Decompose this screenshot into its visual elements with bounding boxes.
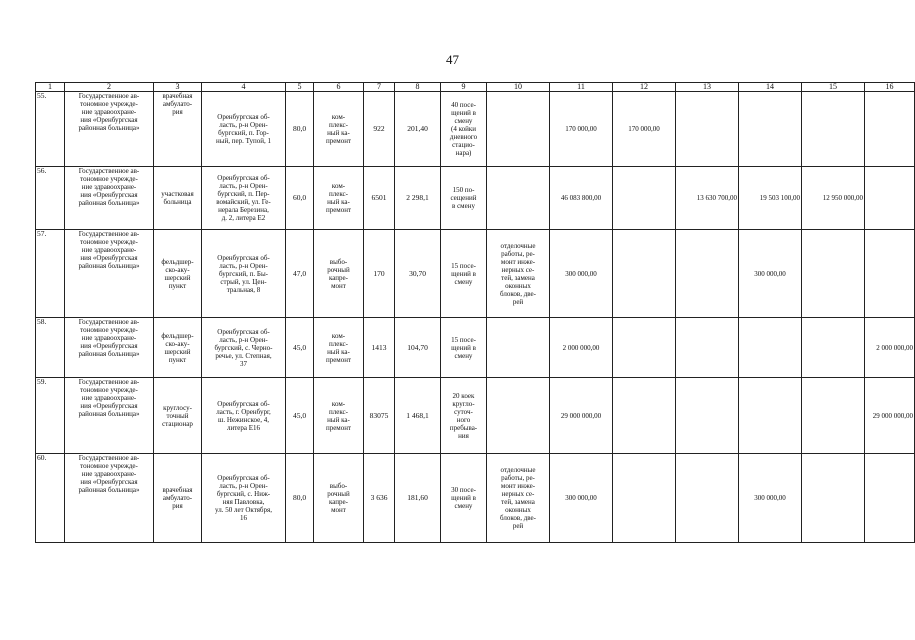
col8-cell: 104,70: [395, 318, 441, 378]
column-number: 8: [395, 83, 441, 92]
row-number: 57.: [36, 230, 65, 318]
repair-type-cell: ком- плекс- ный ка- премонт: [314, 318, 364, 378]
wear-cell: 45,0: [286, 318, 314, 378]
amount-col16-cell: [865, 230, 915, 318]
amount-col12-cell: [613, 167, 676, 230]
col8-cell: 201,40: [395, 92, 441, 167]
column-number: 6: [314, 83, 364, 92]
column-number: 5: [286, 83, 314, 92]
wear-cell: 60,0: [286, 167, 314, 230]
wear-cell: 80,0: [286, 454, 314, 543]
repair-type-cell: выбо- рочный капре- монт: [314, 230, 364, 318]
address-cell: Оренбургская об- ласть, р-н Орен- бургский, п. Гор- ный, пер. Тупой, 1: [202, 92, 286, 167]
wear-cell: 45,0: [286, 378, 314, 454]
table-row: [36, 378, 915, 454]
amount-col15-cell: [802, 92, 865, 167]
amount-col15-cell: [802, 230, 865, 318]
capacity-cell: 150 по- сещений в смену: [441, 167, 487, 230]
address-cell: Оренбургская об- ласть, р-н Орен- бургский, с. Черно- речье, ул. Степная, 37: [202, 318, 286, 378]
organization-cell: Государственное ав- тономное учрежде- ние здравоохране- ния «Оренбургская районная больница»: [65, 167, 154, 230]
facility-type-cell: врачебная амбулато- рия: [154, 92, 202, 167]
col7-cell: 170: [364, 230, 395, 318]
column-number: 12: [613, 83, 676, 92]
amount-col16-cell: [865, 454, 915, 543]
column-number: 4: [202, 83, 286, 92]
repair-type-cell: ком- плекс- ный ка- премонт: [314, 92, 364, 167]
address-cell: Оренбургская об- ласть, р-н Орен- бургский, с. Ниж- няя Павловка, ул. 50 лет Октября, 16: [202, 454, 286, 543]
col7-cell: 3 636: [364, 454, 395, 543]
amount-col16-cell: 29 000 000,00: [865, 378, 915, 454]
table-row: [36, 230, 915, 318]
row-number: 55.: [36, 92, 65, 167]
amount-col12-cell: [613, 378, 676, 454]
column-number: 7: [364, 83, 395, 92]
organization-cell: Государственное ав- тономное учрежде- ние здравоохране- ния «Оренбургская районная больница»: [65, 454, 154, 543]
address-cell: Оренбургская об- ласть, р-н Орен- бургский, п. Бы- стрый, ул. Цен- тральная, 8: [202, 230, 286, 318]
repair-type-cell: ком- плекс- ный ка- премонт: [314, 378, 364, 454]
amount-total-cell: 46 083 800,00: [550, 167, 613, 230]
amount-col14-cell: [739, 318, 802, 378]
table-row: [36, 92, 915, 167]
amount-total-cell: 300 000,00: [550, 230, 613, 318]
row-number: 59.: [36, 378, 65, 454]
amount-total-cell: 2 000 000,00: [550, 318, 613, 378]
facility-type-cell: врачебная амбулато- рия: [154, 454, 202, 543]
table-row: [36, 454, 915, 543]
facility-type-cell: круглосу- точный стационар: [154, 378, 202, 454]
capacity-cell: 15 посе- щений в смену: [441, 230, 487, 318]
amount-total-cell: 170 000,00: [550, 92, 613, 167]
capacity-cell: 40 посе- щений в смену (4 койки дневного стацио- нара): [441, 92, 487, 167]
amount-col12-cell: 170 000,00: [613, 92, 676, 167]
works-cell: [487, 378, 550, 454]
col8-cell: 2 298,1: [395, 167, 441, 230]
amount-col12-cell: [613, 318, 676, 378]
amount-col16-cell: [865, 92, 915, 167]
row-number: 56.: [36, 167, 65, 230]
works-cell: [487, 318, 550, 378]
amount-col13-cell: 13 630 700,00: [676, 167, 739, 230]
organization-cell: Государственное ав- тономное учрежде- ние здравоохране- ния «Оренбургская районная больница»: [65, 230, 154, 318]
page-number: 47: [446, 52, 459, 67]
col7-cell: 922: [364, 92, 395, 167]
column-number: 15: [802, 83, 865, 92]
works-cell: [487, 92, 550, 167]
amount-col14-cell: [739, 92, 802, 167]
amount-col12-cell: [613, 230, 676, 318]
amount-col13-cell: [676, 454, 739, 543]
facility-type-cell: фельдшер- ско-аку- шерский пункт: [154, 230, 202, 318]
capacity-cell: 15 посе- щений в смену: [441, 318, 487, 378]
address-cell: Оренбургская об- ласть, р-н Орен- бургский, п. Пер- вомайский, ул. Ге- нерала Березина, д. 2, литера Е2: [202, 167, 286, 230]
column-number: 13: [676, 83, 739, 92]
capacity-cell: 30 посе- щений в смену: [441, 454, 487, 543]
col8-cell: 1 468,1: [395, 378, 441, 454]
organization-cell: Государственное ав- тономное учрежде- ние здравоохране- ния «Оренбургская районная больница»: [65, 318, 154, 378]
column-number: 10: [487, 83, 550, 92]
amount-total-cell: 300 000,00: [550, 454, 613, 543]
column-number: 9: [441, 83, 487, 92]
column-number: 16: [865, 83, 915, 92]
organization-cell: Государственное ав- тономное учрежде- ние здравоохране- ния «Оренбургская районная больница»: [65, 378, 154, 454]
amount-col13-cell: [676, 318, 739, 378]
amount-col15-cell: [802, 318, 865, 378]
amount-col15-cell: 12 950 000,00: [802, 167, 865, 230]
column-number: 11: [550, 83, 613, 92]
amount-col14-cell: [739, 378, 802, 454]
col7-cell: 6501: [364, 167, 395, 230]
wear-cell: 80,0: [286, 92, 314, 167]
column-number-row: [36, 83, 915, 92]
table-row: [36, 167, 915, 230]
amount-col16-cell: 2 000 000,00: [865, 318, 915, 378]
row-number: 58.: [36, 318, 65, 378]
amount-col14-cell: 300 000,00: [739, 454, 802, 543]
col7-cell: 1413: [364, 318, 395, 378]
facility-type-cell: фельдшер- ско-аку- шерский пункт: [154, 318, 202, 378]
address-cell: Оренбургская об- ласть, г. Оренбург, ш. Нежинское, 4, литера Е16: [202, 378, 286, 454]
row-number: 60.: [36, 454, 65, 543]
works-cell: отделочные работы, ре- монт инже- нерных се- тей, замена оконных блоков, две- рей: [487, 454, 550, 543]
amount-col12-cell: [613, 454, 676, 543]
amount-col13-cell: [676, 378, 739, 454]
amount-col13-cell: [676, 92, 739, 167]
wear-cell: 47,0: [286, 230, 314, 318]
col7-cell: 83075: [364, 378, 395, 454]
amount-col15-cell: [802, 378, 865, 454]
repair-type-cell: ком- плекс- ный ка- премонт: [314, 167, 364, 230]
amount-total-cell: 29 000 000,00: [550, 378, 613, 454]
facility-type-cell: участковая больница: [154, 167, 202, 230]
amount-col14-cell: 300 000,00: [739, 230, 802, 318]
column-number: 14: [739, 83, 802, 92]
facilities-table: [35, 82, 915, 543]
col8-cell: 30,70: [395, 230, 441, 318]
col8-cell: 181,60: [395, 454, 441, 543]
amount-col14-cell: 19 503 100,00: [739, 167, 802, 230]
works-cell: отделочные работы, ре- монт инже- нерных се- тей, замена оконных блоков, две- рей: [487, 230, 550, 318]
amount-col15-cell: [802, 454, 865, 543]
amount-col13-cell: [676, 230, 739, 318]
works-cell: [487, 167, 550, 230]
repair-type-cell: выбо- рочный капре- монт: [314, 454, 364, 543]
amount-col16-cell: [865, 167, 915, 230]
capacity-cell: 20 коек кругло- суточ- ного пребыва- ния: [441, 378, 487, 454]
column-number: 3: [154, 83, 202, 92]
organization-cell: Государственное ав- тономное учрежде- ние здравоохране- ния «Оренбургская районная больница»: [65, 92, 154, 167]
column-number: 1: [36, 83, 65, 92]
table-row: [36, 318, 915, 378]
column-number: 2: [65, 83, 154, 92]
